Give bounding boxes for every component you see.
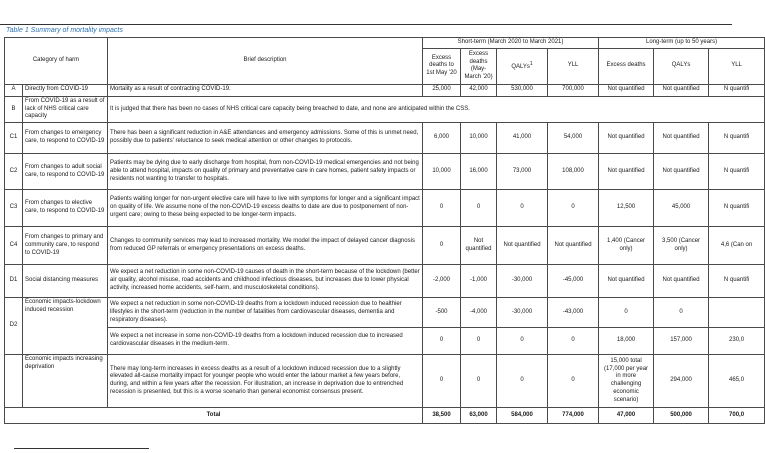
total-row: [5, 408, 765, 424]
cell-value: 0: [423, 355, 461, 408]
row-category: From COVID-19 as a result of lack of NHS critical care capacity: [23, 96, 108, 122]
table-row: [5, 328, 765, 355]
row-category: From changes to elective care, to respond to COVID-19: [23, 190, 108, 227]
row-code: C4: [5, 227, 23, 265]
row-description: There may long-term increases in excess deaths as a result of a lockdown induced recession due to a slightly elevated all-cause mortality impact for younger people who would enter the labour market a few years before, during, and within a few years after the recession. For illustration, an increase in deprivation due to entrenched recession is presented, but this is a worse scenario than general economist consensus present.: [108, 355, 423, 408]
cell-value: 0: [461, 190, 497, 227]
cell-value: 0: [497, 328, 548, 355]
cell-value: Not quantified: [654, 84, 709, 96]
table-caption: Table 1 Summary of mortality impacts: [6, 27, 123, 34]
long-term-header: Long-term (up to 50 years): [599, 38, 765, 49]
excess-deaths-may-march-header: Excess deaths (May-March '20): [461, 48, 497, 84]
description-header: Brief description: [108, 38, 423, 85]
cell-value: -1,000: [461, 265, 497, 298]
total-label: Total: [5, 408, 423, 424]
cell-value: N quantifi: [709, 154, 765, 190]
cell-value: -500: [423, 298, 461, 328]
cell-value: Not quantified: [461, 227, 497, 265]
table-row: [5, 96, 765, 122]
cell-value: Not quantified: [599, 123, 654, 154]
total-value: 774,000: [548, 408, 599, 424]
cell-value: 0: [423, 328, 461, 355]
qalys-header: [497, 48, 548, 84]
cell-value: 700,000: [548, 84, 599, 96]
cell-value: -30,000: [497, 265, 548, 298]
table-row: [5, 190, 765, 227]
cell-value: -45,000: [548, 265, 599, 298]
row-category: Directly from COVID-19: [23, 84, 108, 96]
cell-value: Not quantified: [599, 84, 654, 96]
row-category: From changes to emergency care, to respond to COVID-19: [23, 123, 108, 154]
cell-value: 530,000: [497, 84, 548, 96]
row-code: A: [5, 84, 23, 96]
cell-value: 157,000: [654, 328, 709, 355]
row-code: D2: [5, 298, 23, 355]
cell-value: 16,000: [461, 154, 497, 190]
row-description: Patients may be dying due to early discharge from hospital, from non-COVID-19 medical emergencies and not being able to attend hospital, impacts on quality of primary and preventative care in care homes, patient safety impacts or residents not wanting to transfer to hospitals.: [108, 154, 423, 190]
cell-value: 294,000: [654, 355, 709, 408]
cell-value: 0: [548, 355, 599, 408]
cell-value: 45,000: [654, 190, 709, 227]
lt-yll-header: YLL: [709, 48, 765, 84]
excess-deaths-1st-may-header: Excess deaths to 1st May '20: [423, 48, 461, 84]
table-row: [5, 227, 765, 265]
row-category: Economic impacts increasing deprivation: [23, 355, 108, 408]
cell-value: 1,400 (Cancer only): [599, 227, 654, 265]
cell-value: Not quantified: [599, 154, 654, 190]
lt-excess-deaths-header: Excess deaths: [599, 48, 654, 84]
row-description: We expect a net reduction in some non-COVID-19 causes of death in the short-term because of the lockdown (better air quality, alcohol misuse, road accidents and childhood infectious diseases, but increases due to lower physical activity, increased home accidents, self-harm, and musculoskeletal conditions).: [108, 265, 423, 298]
row-code: C1: [5, 123, 23, 154]
cell-value: -30,000: [497, 298, 548, 328]
footnote-rule: [14, 448, 149, 449]
total-value: 700,0: [709, 408, 765, 424]
cell-value: 10,000: [461, 123, 497, 154]
cell-value: Not quantified: [548, 227, 599, 265]
yll-header: YLL: [548, 48, 599, 84]
total-value: 47,000: [599, 408, 654, 424]
total-value: 38,500: [423, 408, 461, 424]
table-row: [5, 84, 765, 96]
row-category: From changes to adult social care, to respond to COVID-19: [23, 154, 108, 190]
row-description: We expect a net reduction in some non-COVID-19 deaths from a lockdown induced recession due to healthier lifestyles in the short-term (reduction in the number of fatalities from cardiovascular diseases, dementia and respiratory diseases).: [108, 298, 423, 328]
cell-value: 0: [461, 328, 497, 355]
cell-value: 18,000: [599, 328, 654, 355]
cell-value: 6,000: [423, 123, 461, 154]
cell-value: 0: [423, 227, 461, 265]
cell-value: N quantifi: [709, 190, 765, 227]
cell-value: 0: [548, 328, 599, 355]
row-description: Changes to community services may lead to increased mortality. We model the impact of delayed cancer diagnosis from reduced GP referrals or emergency presentations on excess deaths.: [108, 227, 423, 265]
row-code: [5, 355, 23, 408]
cell-value: 0: [548, 190, 599, 227]
category-header: Category of harm: [5, 38, 108, 85]
short-term-header: Short-term (March 2020 to March 2021): [423, 38, 599, 49]
row-description: It is judged that there has been no cases of NHS critical care capacity being breached to date, and none are anticipated within the CSS.: [108, 96, 765, 122]
cell-value: 4,6 (Can on: [709, 227, 765, 265]
mortality-table: [4, 37, 765, 424]
table-row: [5, 123, 765, 154]
cell-value: 465,0: [709, 355, 765, 408]
cell-value: 230,0: [709, 328, 765, 355]
qalys-footnote-marker: 1: [529, 60, 533, 67]
qalys-header-label: QALYs: [511, 63, 530, 70]
row-code: D1: [5, 265, 23, 298]
cell-value: 12,500: [599, 190, 654, 227]
cell-value: Not quantified: [654, 265, 709, 298]
row-code: C2: [5, 154, 23, 190]
cell-value: N quantifi: [709, 265, 765, 298]
cell-value: 41,000: [497, 123, 548, 154]
row-code: C3: [5, 190, 23, 227]
cell-value: 0: [497, 355, 548, 408]
total-value: 584,000: [497, 408, 548, 424]
cell-value: 0: [423, 190, 461, 227]
cell-value: 54,000: [548, 123, 599, 154]
table-row: [5, 154, 765, 190]
cell-value: 10,000: [423, 154, 461, 190]
cell-value: N quantifi: [709, 123, 765, 154]
cell-value: 0: [599, 298, 654, 328]
total-value: 500,000: [654, 408, 709, 424]
cell-value: Not quantified: [599, 265, 654, 298]
total-value: 63,000: [461, 408, 497, 424]
cell-value: Not quantified: [497, 227, 548, 265]
lt-qalys-header: QALYs: [654, 48, 709, 84]
table-row: [5, 298, 765, 328]
table-row: [5, 265, 765, 298]
row-code: B: [5, 96, 23, 122]
table-row: [5, 355, 765, 408]
cell-value: 108,000: [548, 154, 599, 190]
row-description: Mortality as a result of contracting COVID-19.: [108, 84, 423, 96]
cell-value: 25,000: [423, 84, 461, 96]
cell-value: -4,000: [461, 298, 497, 328]
row-category: Social distancing measures: [23, 265, 108, 298]
cell-value: 15,000 total (17,000 per year in more challenging economic scenario): [599, 355, 654, 408]
cell-value: 3,500 (Cancer only): [654, 227, 709, 265]
cell-value: N quantifi: [709, 84, 765, 96]
row-description: We expect a net increase in some non-COVID-19 deaths from a lockdown induced recession due to increased cardiovascular diseases in the medium-term.: [108, 328, 423, 355]
top-rule: [0, 24, 732, 25]
cell-value: 0: [654, 298, 709, 328]
cell-value: -43,000: [548, 298, 599, 328]
cell-value: Not quantified: [654, 123, 709, 154]
cell-value: [709, 298, 765, 328]
header-row-1: [5, 38, 765, 49]
cell-value: -2,000: [423, 265, 461, 298]
cell-value: 42,000: [461, 84, 497, 96]
row-description: There has been a significant reduction in A&E attendances and emergency admissions. Some of this is unmet need, possibly due to patients' reluctance to seek medical attention or other changes to protocols.: [108, 123, 423, 154]
row-category: Economic impacts-lockdown induced recession: [23, 298, 108, 355]
cell-value: Not quantified: [654, 154, 709, 190]
row-description: Patients waiting longer for non-urgent elective care will have to live with symptoms for longer and a significant impact on quality of life. We assume none of the non-COVID-19 excess deaths to date are due to postponement of non-urgent care; owing to these being expected to be longer-term impacts.: [108, 190, 423, 227]
cell-value: 0: [497, 190, 548, 227]
row-category: From changes to primary and community care, to respond to COVID-19: [23, 227, 108, 265]
cell-value: 73,000: [497, 154, 548, 190]
cell-value: 0: [461, 355, 497, 408]
